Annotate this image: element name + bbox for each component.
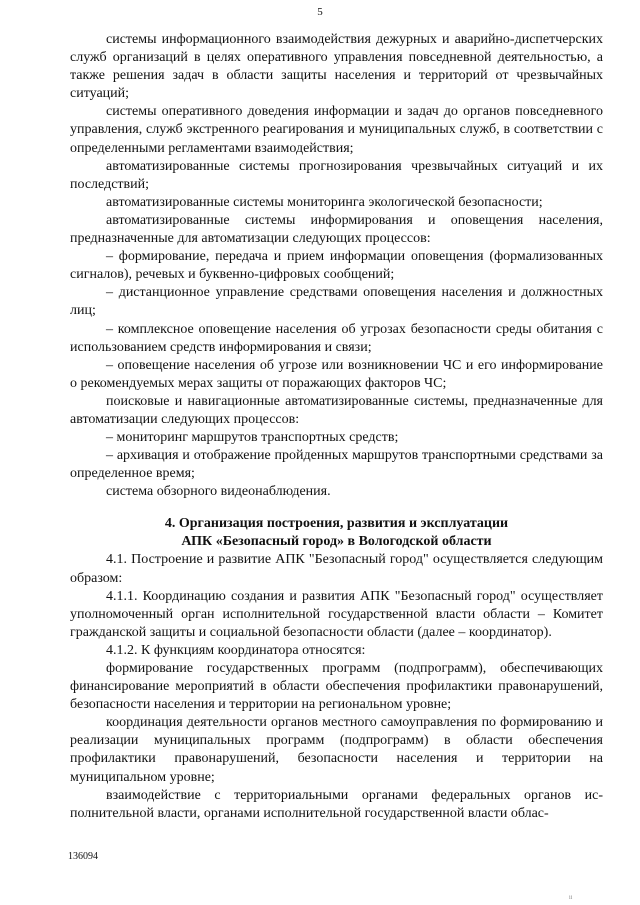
paragraph: автоматизированные системы прогнозирования чрезвычайных ситуаций и их последствий; <box>70 158 603 192</box>
page-number: 5 <box>317 6 323 18</box>
paragraph: поисковые и навигационные автоматизированные системы, предназначенные для автоматизации следующих процессов: <box>70 393 603 427</box>
paragraph: автоматизированные системы мониторинга экологической безопасности; <box>106 194 543 210</box>
list-item: – дистанционное управление средствами оповещения населения и должностных лиц; <box>70 285 603 319</box>
paragraph: формирование государственных программ (подпрограмм), обеспечивающих финансирование мероприятий в области обеспечения профилактики правонарушений, безопасности населения и территории на региональном уровне; <box>70 661 603 713</box>
footer-code: 136094 <box>68 851 98 862</box>
section-heading <box>70 515 603 551</box>
paragraph: 4.1.1. Координацию создания и развития АПК "Безопасный город" осуществляет уполномоченный орган исполнительной государственной власти области – Комитет гражданской защиты и социальной безопасности области (далее – координатор). <box>70 588 603 640</box>
section-heading-line-1: 4. Организация построения, развития и эксплуатации <box>164 516 509 532</box>
paragraph: взаимодействие с территориальными органами федеральных органов исполнительной власти, органами исполнительной государственной власти облас- <box>70 787 603 821</box>
paragraph: автоматизированные системы информирования и оповещения населения, предназначенные для автоматизации следующих процессов: <box>70 212 603 247</box>
list-item: – мониторинг маршрутов транспортных средств; <box>106 430 399 446</box>
list-item: – оповещение населения об угрозе или возникновении ЧС и его информирование о рекомендуемых мерах защиты от поражающих факторов ЧС; <box>70 357 603 391</box>
corner-mark: ii <box>569 895 573 901</box>
paragraph: координация деятельности органов местного самоуправления по формированию и реализации муниципальных программ (подпрограмм) в области обеспечения профилактики правонарушений, безопасности населения и территории на муниципальном уровне; <box>70 715 603 785</box>
paragraph: 4.1.2. К функциям координатора относятся: <box>106 642 366 658</box>
list-item: – формирование, передача и прием информации оповещения (формализованных сигналов), речевых и буквенно-цифровых сообщений; <box>70 249 603 283</box>
list-item: – архивация и отображение пройденных маршрутов транспортными средствами за определенное время; <box>70 448 603 482</box>
paragraph: системы информационного взаимодействия дежурных и аварийно-диспетчерских служб организаций в целях оперативного управления повседневной деятельностью, а также решения задач в области защиты населения и территорий от чрезвычайных ситуаций; <box>70 32 603 102</box>
paragraph: системы оперативного доведения информации и задач до органов повседневного управления, служб экстренного реагирования и муниципальных служб, в соответствии с определенными регламентами взаимодействия; <box>70 104 603 156</box>
paragraph: система обзорного видеонаблюдения. <box>106 484 331 500</box>
paragraph: 4.1. Построение и развитие АПК "Безопасный город" осуществляется следующим образом: <box>70 552 603 586</box>
list-item: – комплексное оповещение населения об угрозах безопасности среды обитания с использованием средств информирования и связи; <box>70 321 603 355</box>
section-heading-line-2: АПК «Безопасный город» в Вологодской области <box>181 534 492 550</box>
document-body <box>70 31 603 823</box>
